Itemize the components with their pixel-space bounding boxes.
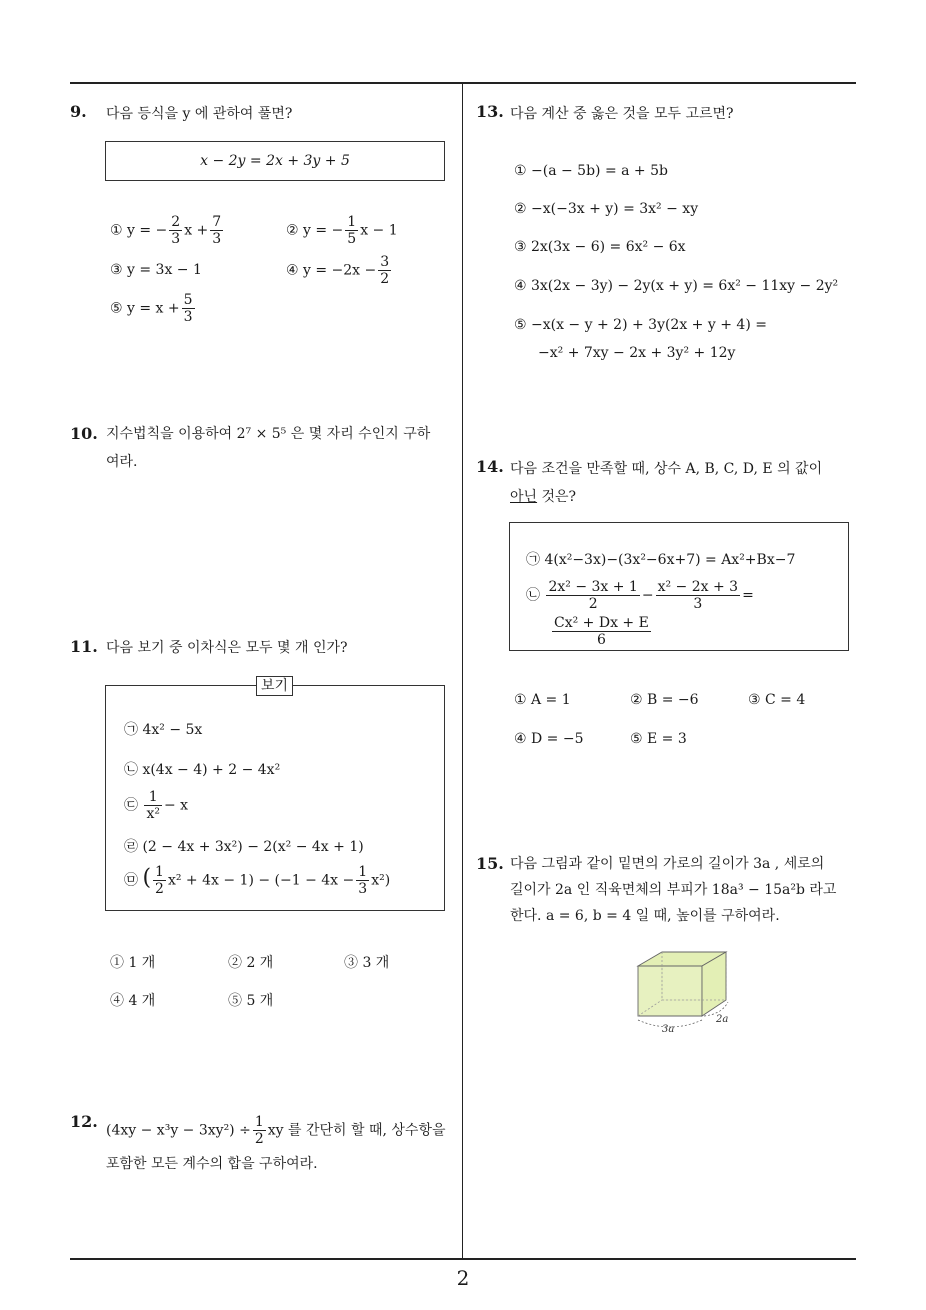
q13-text: 다음 계산 중 옳은 것을 모두 고르면? [510, 106, 734, 122]
depth-label: 2a [716, 1014, 729, 1025]
q13-option-3[interactable]: ③ 2x(3x − 6) = 6x² − 6x [514, 239, 686, 255]
q15-line1: 다음 그림과 같이 밑면의 가로의 길이가 3a , 세로의 [510, 856, 825, 872]
q11-item-4: ㉣ (2 − 4x + 3x²) − 2(x² − 4x + 1) [124, 839, 364, 855]
q14-condition-2-rhs: $\frac{\text{Cx² + Dx + E}}{6}$ [554, 615, 649, 648]
q11-option-3[interactable]: ③ 3 개 [344, 955, 390, 971]
q14-condition-box [509, 522, 849, 651]
q14-option-1[interactable]: ① A = 1 [514, 692, 571, 708]
q12-line2: 포함한 모든 계수의 합을 구하여라. [106, 1156, 318, 1172]
q15-number: 15. [476, 854, 504, 873]
cuboid-front-face [638, 966, 702, 1016]
q14-condition-2: ㉡ $\frac{\text{2x² − 3x + 1}}{2}$ − $\frac{\text{x² − 2x + 3}}{3}$ = [526, 579, 754, 612]
q11-example-box [105, 678, 445, 911]
q11-option-2[interactable]: ② 2 개 [228, 955, 274, 971]
q9-number: 9. [70, 102, 87, 121]
q14-condition-1: ㉠ 4(x²−3x)−(3x²−6x+7) = Ax²+Bx−7 [526, 552, 796, 568]
q10-number: 10. [70, 424, 98, 443]
q15-line2: 길이가 2a 인 직육면체의 부피가 18a³ − 15a²b 라고 [510, 882, 837, 898]
q9-option-2[interactable]: ② y = − $\frac{1}{5}$ x − 1 [286, 214, 398, 247]
q12-line1: (4xy − x³y − 3xy²) ÷ $\frac{1}{2}$ xy 를 간단히 할 때, 상수항을 [106, 1114, 446, 1147]
q11-item-3: ㉢ $\frac{1}{\text{x²}}$ − x [124, 789, 189, 822]
q14-number: 14. [476, 457, 504, 476]
q13-option-5-line2: −x² + 7xy − 2x + 3y² + 12y [538, 345, 736, 361]
q11-option-1[interactable]: ① 1 개 [110, 955, 156, 971]
q11-text: 다음 보기 중 이차식은 모두 몇 개 인가? [106, 640, 348, 656]
q12-number: 12. [70, 1112, 98, 1131]
q13-option-4[interactable]: ④ 3x(2x − 3y) − 2y(x + y) = 6x² − 11xy − 2y² [514, 278, 839, 294]
q14-option-3[interactable]: ③ C = 4 [748, 692, 806, 708]
q9-option-1[interactable]: ① y = − $\frac{2}{3}$ x + $\frac{7}{3}$ [110, 214, 222, 247]
q10-line1: 지수법칙을 이용하여 2⁷ × 5⁵ 은 몇 자리 수인지 구하 [106, 426, 431, 442]
q11-number: 11. [70, 637, 98, 656]
q11-option-4[interactable]: ④ 4 개 [110, 993, 156, 1009]
q11-item-2: ㉡ x(4x − 4) + 2 − 4x² [124, 762, 281, 778]
q13-option-2[interactable]: ② −x(−3x + y) = 3x² − xy [514, 201, 699, 217]
q9-equation-box [105, 141, 445, 181]
q9-option-3[interactable]: ③ y = 3x − 1 [110, 262, 202, 278]
q14-line2: 아닌 것은? [510, 489, 577, 505]
q13-option-1[interactable]: ① −(a − 5b) = a + 5b [514, 163, 668, 179]
width-label: 3a [662, 1024, 675, 1035]
q13-number: 13. [476, 102, 504, 121]
q11-box-label: 보기 [256, 676, 293, 696]
column-divider [462, 84, 463, 1258]
q10-line2: 여라. [106, 454, 138, 470]
q14-option-5[interactable]: ⑤ E = 3 [630, 731, 687, 747]
q9-option-4[interactable]: ④ y = −2x − $\frac{3}{2}$ [286, 254, 390, 287]
q14-line1: 다음 조건을 만족할 때, 상수 A, B, C, D, E 의 값이 [510, 461, 823, 477]
cuboid-figure [628, 944, 758, 1036]
bottom-rule [70, 1258, 856, 1260]
q9-text: 다음 등식을 y 에 관하여 풀면? [106, 106, 293, 122]
q14-option-4[interactable]: ④ D = −5 [514, 731, 584, 747]
q14-option-2[interactable]: ② B = −6 [630, 692, 699, 708]
q11-item-5: ㉤ ( $\frac{1}{2}$ x² + 4x − 1) − (−1 − 4x − $\frac{1}{3}$ x²) [124, 864, 391, 897]
q9-option-5[interactable]: ⑤ y = x + $\frac{5}{3}$ [110, 292, 193, 325]
q9-equation: x − 2y = 2x + 3y + 5 [200, 153, 350, 169]
q11-option-5[interactable]: ⑤ 5 개 [228, 993, 274, 1009]
q11-item-1: ㉠ 4x² − 5x [124, 722, 203, 738]
page-number: 2 [456, 1266, 470, 1290]
q13-option-5[interactable]: ⑤ −x(x − y + 2) + 3y(2x + y + 4) = [514, 317, 767, 333]
q15-line3: 한다. a = 6, b = 4 일 때, 높이를 구하여라. [510, 908, 780, 924]
